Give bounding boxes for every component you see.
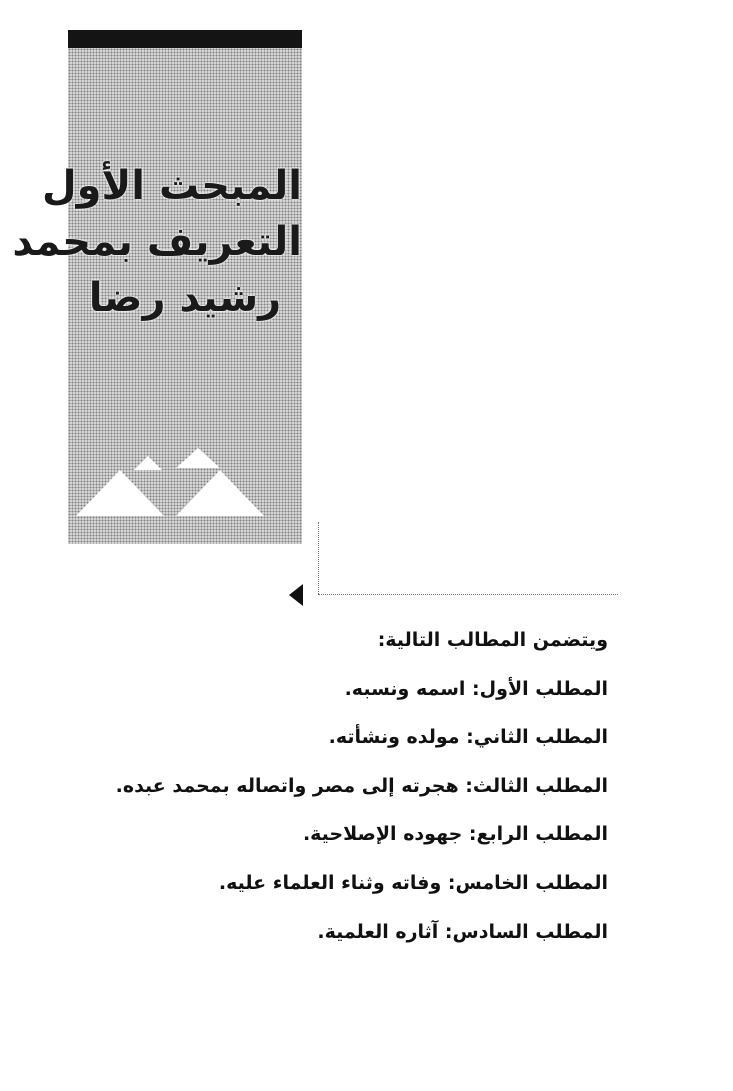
- decorative-triangle-right: [176, 470, 264, 516]
- chapter-title-line-3: رشيد رضا: [88, 275, 282, 321]
- intro-line: ويتضمن المطالب التالية:: [377, 629, 608, 651]
- sections-list: [88, 628, 608, 968]
- list-item: المطلب الرابع: جهوده الإصلاحية.: [302, 823, 608, 846]
- decorative-triangle-top: [176, 448, 220, 468]
- decorative-triangle-left: [76, 470, 164, 516]
- list-item: المطلب السادس: آثاره العلمية.: [317, 920, 608, 943]
- list-item: المطلب الأول: اسمه ونسبه.: [344, 677, 608, 700]
- chapter-title-line-2: التعريف بمحمد: [12, 219, 302, 265]
- frame-horizontal-line: [318, 594, 618, 595]
- left-arrow-marker-icon: [289, 584, 303, 606]
- chapter-title-panel: [12, 30, 302, 544]
- frame-vertical-line: [318, 522, 319, 594]
- list-item: المطلب الثاني: مولده ونشأته.: [328, 726, 608, 749]
- list-item: المطلب الثالث: هجرته إلى مصر واتصاله بمحمد عبده.: [115, 774, 608, 797]
- chapter-title: [12, 158, 302, 326]
- list-item: المطلب الخامس: وفاته وثناء العلماء عليه.: [218, 871, 608, 894]
- decorative-triangle-small: [134, 456, 162, 470]
- chapter-title-line-1: المبحث الأول: [41, 163, 302, 209]
- title-header-bar: [68, 30, 302, 48]
